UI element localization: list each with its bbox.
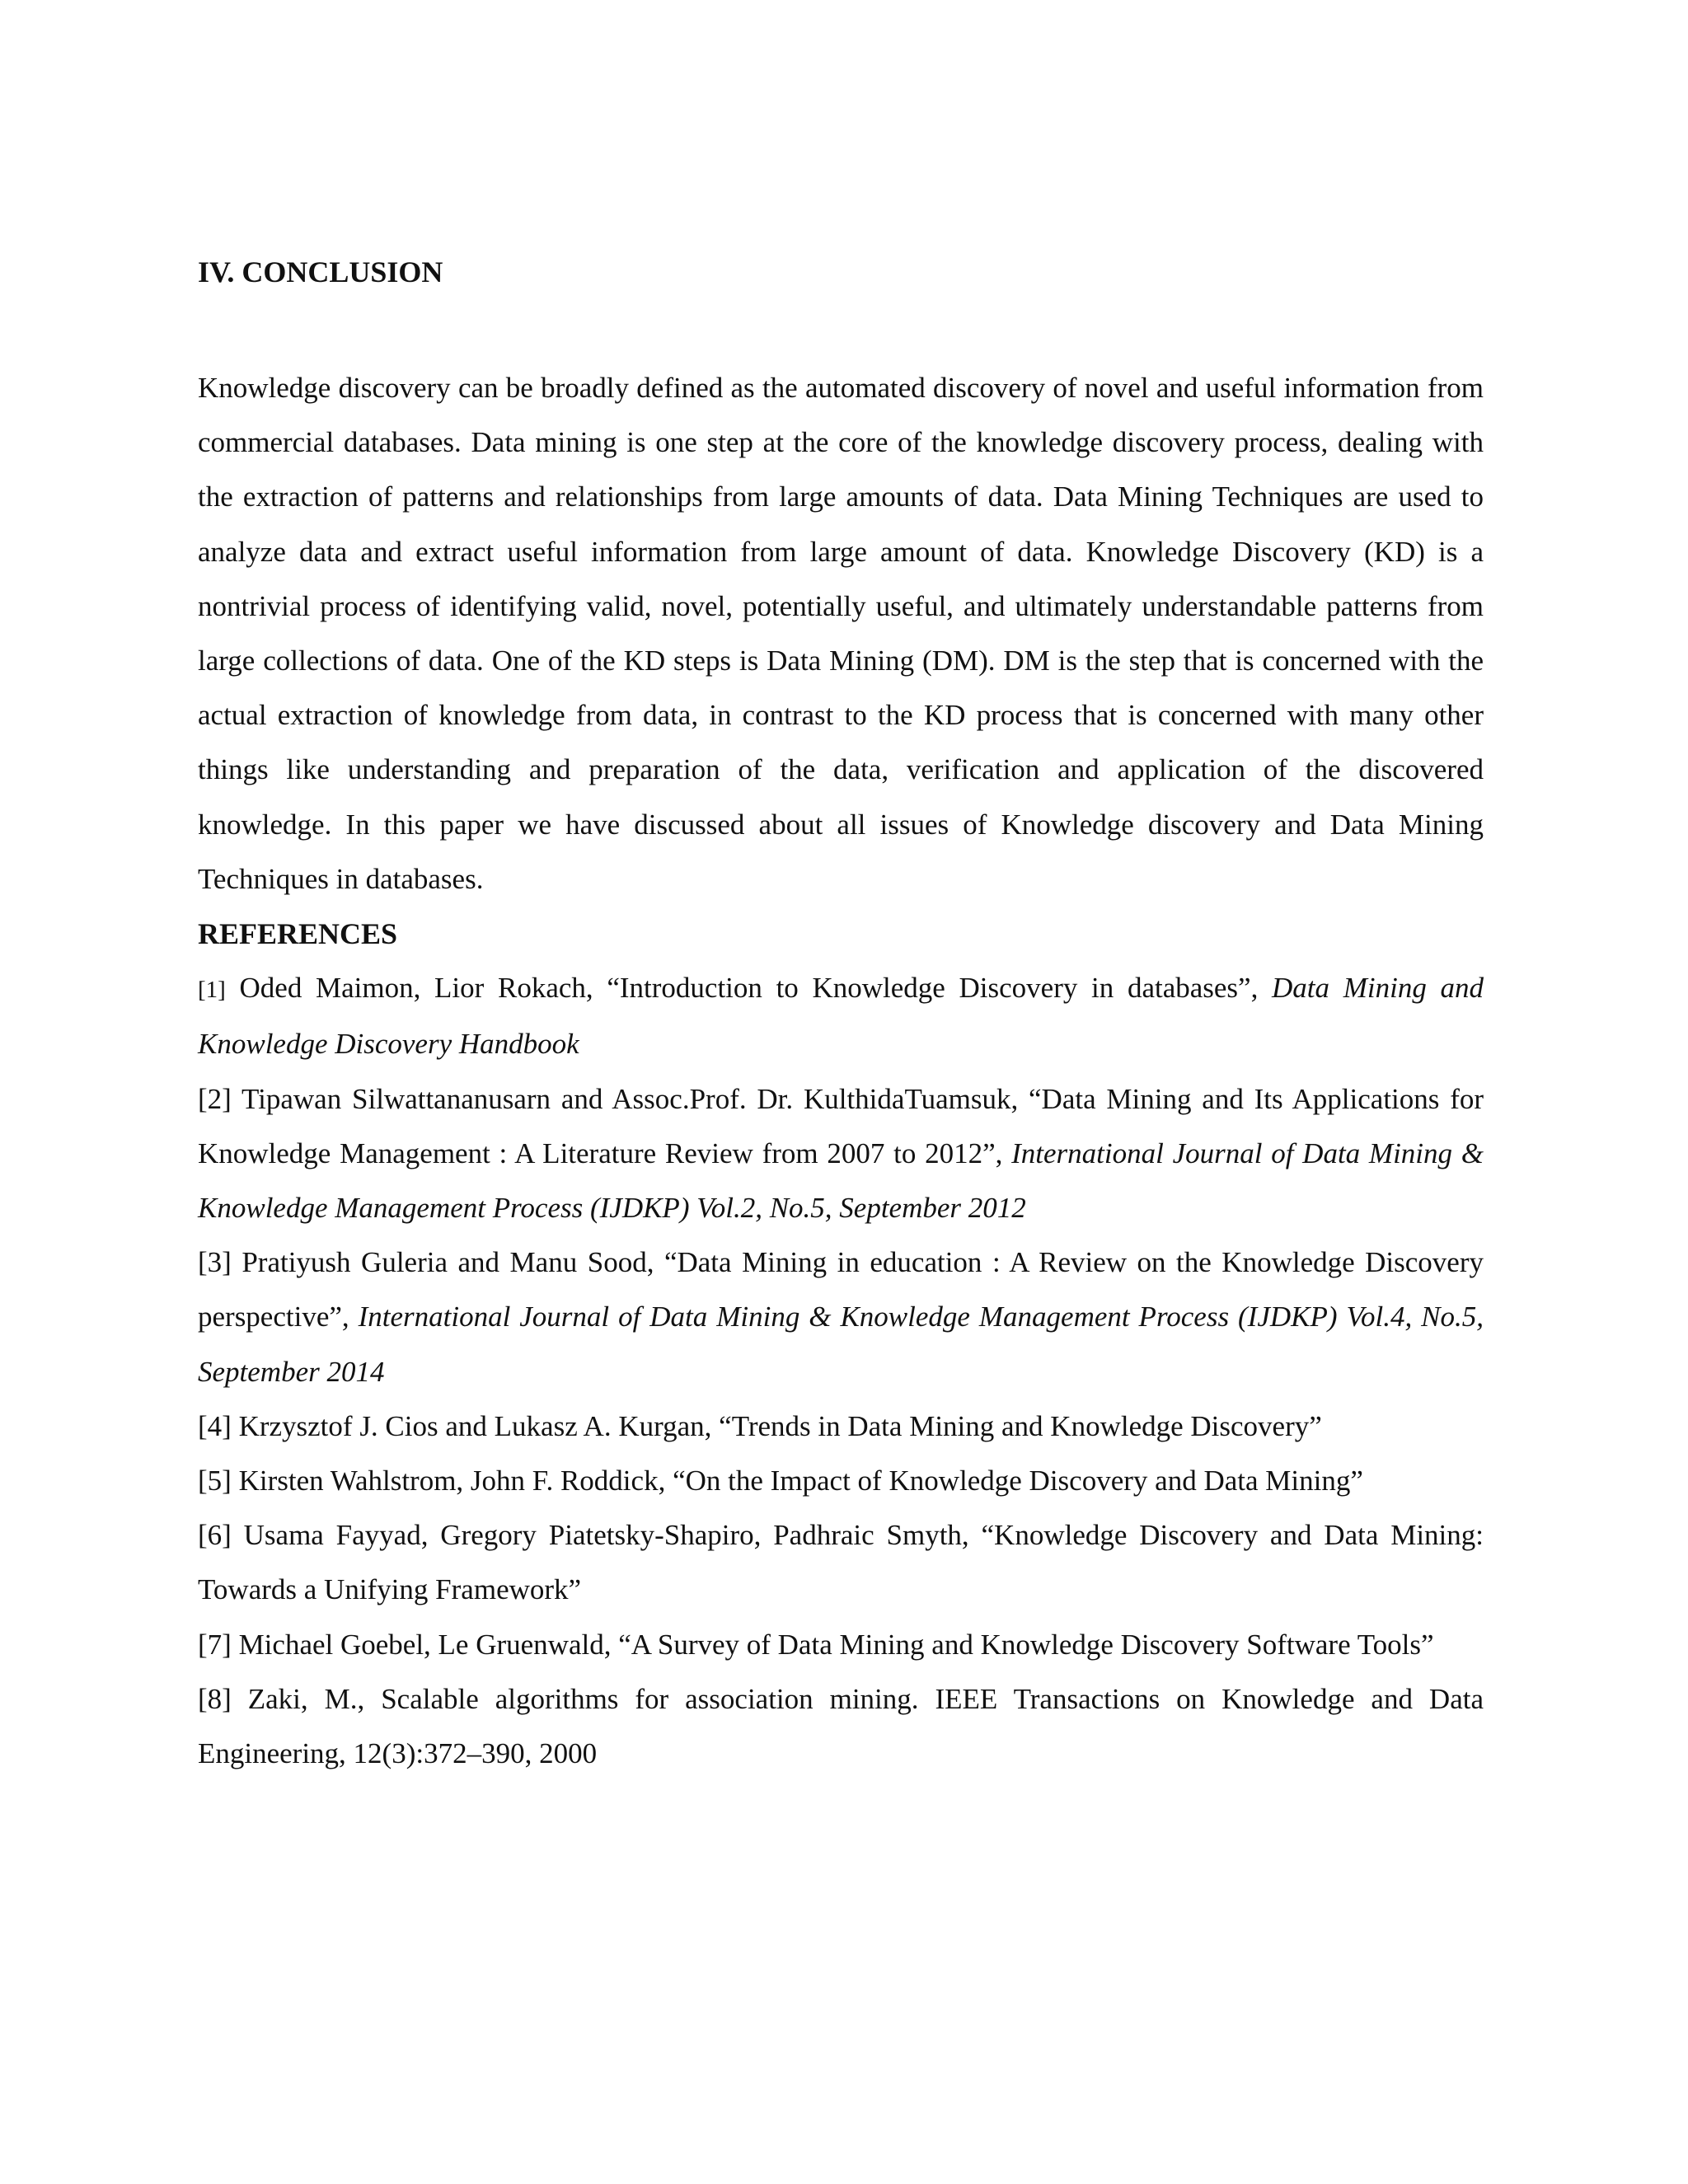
reference-text: Tipawan Silwattananusarn and Assoc.Prof. Dr. KulthidaTuamsuk, “Data Mining and Its Applications for Knowledge Management : A Literature Review from 2007 to 2012”, — [198, 1082, 1484, 1169]
reference-number: [3] — [198, 1246, 232, 1279]
page — [198, 247, 1484, 1781]
reference-source: International Journal of Data Mining & Knowledge Management Process (IJDKP) Vol.4, No.5, September 2014 — [198, 1301, 1484, 1388]
reference-item-6 — [198, 1508, 1484, 1617]
reference-item-1 — [198, 961, 1484, 1071]
reference-text: Kirsten Wahlstrom, John F. Roddick, “On the Impact of Knowledge Discovery and Data Mining” — [231, 1465, 1363, 1497]
reference-item-4 — [198, 1399, 1484, 1454]
reference-text: Usama Fayyad, Gregory Piatetsky-Shapiro, Padhraic Smyth, “Knowledge Discovery and Data Mining: Towards a Unifying Framework” — [198, 1519, 1484, 1606]
reference-number: [5] — [198, 1465, 232, 1497]
reference-number: [7] — [198, 1628, 232, 1661]
reference-item-3 — [198, 1235, 1484, 1399]
reference-text: Michael Goebel, Le Gruenwald, “A Survey of Data Mining and Knowledge Discovery Software Tools” — [231, 1628, 1434, 1661]
reference-item-8 — [198, 1672, 1484, 1781]
reference-number: [1] — [198, 977, 226, 1004]
reference-item-2 — [198, 1072, 1484, 1236]
reference-item-5 — [198, 1454, 1484, 1508]
reference-text: Zaki, M., Scalable algorithms for association mining. IEEE Transactions on Knowledge and Data Engineering, 12(3):372–390, 2000 — [198, 1682, 1484, 1770]
reference-number: [2] — [198, 1082, 232, 1115]
reference-number: [8] — [198, 1682, 232, 1715]
reference-text: Pratiyush Guleria and Manu Sood, “Data Mining in education : A Review on the Knowledge Discovery perspective”, — [198, 1246, 1484, 1333]
references-heading: REFERENCES — [198, 917, 398, 951]
reference-text: Krzysztof J. Cios and Lukasz A. Kurgan, “Trends in Data Mining and Knowledge Discovery” — [231, 1409, 1322, 1442]
section-heading-conclusion: IV. CONCLUSION — [198, 255, 443, 288]
reference-item-7 — [198, 1618, 1484, 1672]
reference-source: International Journal of Data Mining & Knowledge Management Process (IJDKP) Vol.2, No.5, September 2012 — [198, 1137, 1484, 1225]
reference-source: Data Mining and Knowledge Discovery Handbook — [198, 972, 1484, 1061]
conclusion-paragraph: Knowledge discovery can be broadly defined as the automated discovery of novel and useful information from commercial databases. Data mining is one step at the core of the knowledge discovery process, dealing with the extraction of patterns and relationships from large amounts of data. Data Mining Techniques are used to analyze data and extract useful information from large amount of data. Knowledge Discovery (KD) is a nontrivial process of identifying valid, novel, potentially useful, and ultimately understandable patterns from large collections of data. One of the KD steps is Data Mining (DM). DM is the step that is concerned with the actual extraction of knowledge from data, in contrast to the KD process that is concerned with many other things like understanding and preparation of the data, verification and application of the discovered knowledge. In this paper we have discussed about all issues of Knowledge discovery and Data Mining Techniques in databases. — [198, 372, 1484, 895]
reference-text: Oded Maimon, Lior Rokach, “Introduction to Knowledge Discovery in databases”, — [225, 972, 1273, 1005]
reference-number: [6] — [198, 1519, 232, 1552]
reference-number: [4] — [198, 1409, 232, 1442]
